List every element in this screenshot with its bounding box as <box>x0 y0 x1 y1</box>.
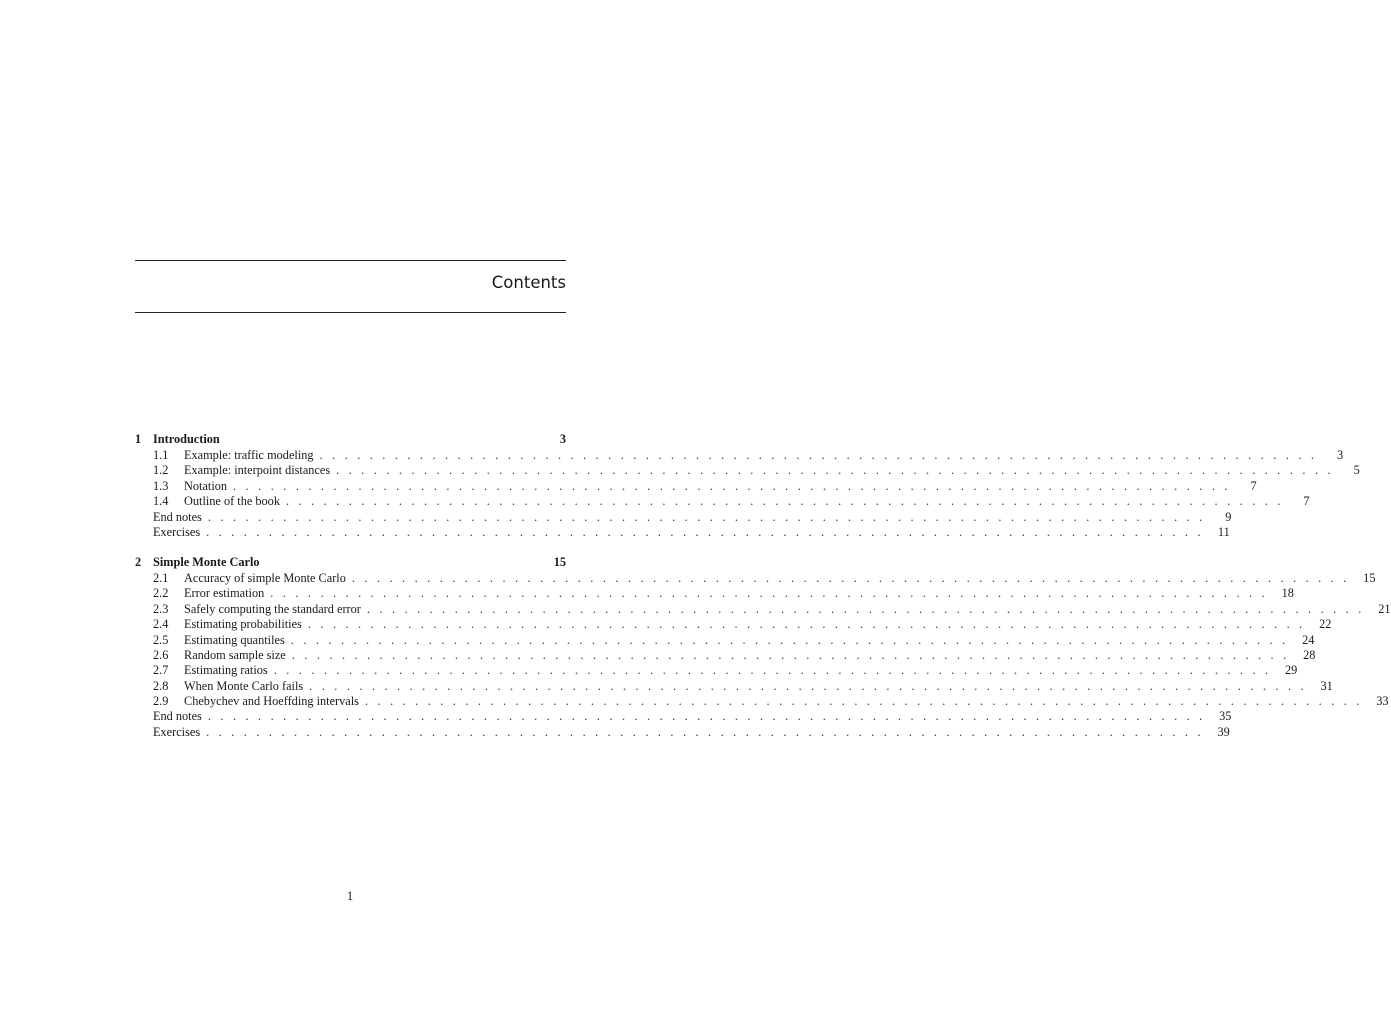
toc-section-entry[interactable] <box>135 647 1316 663</box>
section-number: 1.4 <box>153 494 169 509</box>
toc-chapter <box>135 431 1360 540</box>
section-title: Example: traffic modeling <box>184 448 314 462</box>
dot-leader: . . . . . . . . . . . . . . . . . . . . . . . . . . . . . . . . . . . . . . . . . . . . . . . . . . . . . . . . . . . . . . . . . . . . . . . . . . . . . . . . <box>206 524 1204 539</box>
section-page: 15 <box>1363 570 1376 585</box>
page-number: 1 <box>346 888 354 903</box>
dot-leader: . . . . . . . . . . . . . . . . . . . . . . . . . . . . . . . . . . . . . . . . . . . . . . . . . . . . . . . . . . . . . . . . . . . . . . . . . . . . . . . . <box>351 570 1350 585</box>
toc-section-entry[interactable] <box>135 448 1344 463</box>
section-title: Random sample size <box>184 647 286 662</box>
chapter-title: Introduction <box>153 432 220 446</box>
section-title: Error estimation <box>184 586 265 601</box>
section-title: Exercises <box>153 724 201 739</box>
section-title: Notation <box>184 478 228 493</box>
section-page: 39 <box>1217 724 1230 739</box>
section-page: 18 <box>1281 586 1294 601</box>
dot-leader: . . . . . . . . . . . . . . . . . . . . . . . . . . . . . . . . . . . . . . . . . . . . . . . . . . . . . . . . . . . . . . . . . . . . . . . . . . . . . . . . <box>273 663 1272 678</box>
section-number: 2.1 <box>153 570 169 585</box>
table-of-contents <box>135 431 1391 754</box>
section-number: 2.8 <box>153 678 169 693</box>
section-page: 22 <box>1319 617 1332 632</box>
section-title: Outline of the book <box>184 494 280 509</box>
section-page: 31 <box>1320 678 1333 693</box>
section-page: 7 <box>1303 494 1310 509</box>
section-page: 24 <box>1302 632 1315 647</box>
toc-section-entry[interactable] <box>135 601 1391 617</box>
section-title: Chebychev and Hoeffding intervals <box>184 694 359 709</box>
dot-leader: . . . . . . . . . . . . . . . . . . . . . . . . . . . . . . . . . . . . . . . . . . . . . . . . . . . . . . . . . . . . . . . . . . . . . . . . . . . . . . . . <box>309 678 1307 693</box>
dot-leader: . . . . . . . . . . . . . . . . . . . . . . . . . . . . . . . . . . . . . . . . . . . . . . . . . . . . . . . . . . . . . . . . . . . . . . . . . . . . . . . . <box>207 709 1206 724</box>
chapter-page: 15 <box>553 554 566 569</box>
bottom-rule <box>135 312 566 313</box>
section-page: 35 <box>1219 709 1232 724</box>
toc-chapter <box>135 554 1391 740</box>
section-title: Example: interpoint distances <box>184 463 331 478</box>
dot-leader: . . . . . . . . . . . . . . . . . . . . . . . . . . . . . . . . . . . . . . . . . . . . . . . . . . . . . . . . . . . . . . . . . . . . . . . . . . . . . . . . <box>364 694 1363 709</box>
section-page: 3 <box>1337 448 1344 462</box>
section-title: Accuracy of simple Monte Carlo <box>184 570 346 585</box>
section-number: 2.4 <box>153 617 169 632</box>
toc-section-entry[interactable] <box>135 478 1257 494</box>
section-page: 33 <box>1376 694 1389 709</box>
contents-heading: Contents <box>491 273 566 292</box>
dot-leader: . . . . . . . . . . . . . . . . . . . . . . . . . . . . . . . . . . . . . . . . . . . . . . . . . . . . . . . . . . . . . . . . . . . . . . . . . . . . . . . . <box>285 494 1284 509</box>
section-number: 2.5 <box>153 632 169 647</box>
section-number: 2.6 <box>153 647 169 662</box>
section-number: 1.2 <box>153 463 169 478</box>
section-page: 5 <box>1353 463 1360 478</box>
section-title: End notes <box>153 509 202 524</box>
toc-section-entry[interactable] <box>135 709 1232 724</box>
toc-section-entry[interactable] <box>135 570 1376 586</box>
toc-section-entry[interactable] <box>135 494 1310 509</box>
chapter-title: Simple Monte Carlo <box>153 554 260 569</box>
section-page: 7 <box>1250 478 1257 493</box>
dot-leader: . . . . . . . . . . . . . . . . . . . . . . . . . . . . . . . . . . . . . . . . . . . . . . . . . . . . . . . . . . . . . . . . . . . . . . . . . . . . . . . . <box>290 632 1289 647</box>
dot-leader: . . . . . . . . . . . . . . . . . . . . . . . . . . . . . . . . . . . . . . . . . . . . . . . . . . . . . . . . . . . . . . . . . . . . . . . . . . . . . . . . <box>233 478 1231 493</box>
dot-leader: . . . . . . . . . . . . . . . . . . . . . . . . . . . . . . . . . . . . . . . . . . . . . . . . . . . . . . . . . . . . . . . . . . . . . . . . . . . . . . . . <box>206 724 1204 739</box>
dot-leader: . . . . . . . . . . . . . . . . . . . . . . . . . . . . . . . . . . . . . . . . . . . . . . . . . . . . . . . . . . . . . . . . . . . . . . . . . . . . . . . . <box>366 601 1365 616</box>
section-number: 2.7 <box>153 663 169 678</box>
dot-leader: . . . . . . . . . . . . . . . . . . . . . . . . . . . . . . . . . . . . . . . . . . . . . . . . . . . . . . . . . . . . . . . . . . . . . . . . . . . . . . . . <box>336 463 1334 478</box>
section-page: 29 <box>1285 663 1298 678</box>
section-number: 2.2 <box>153 586 169 601</box>
dot-leader: . . . . . . . . . . . . . . . . . . . . . . . . . . . . . . . . . . . . . . . . . . . . . . . . . . . . . . . . . . . . . . . . . . . . . . . . . . . . . . . . <box>270 586 1268 601</box>
section-title: Estimating probabilities <box>184 617 302 632</box>
dot-leader: . . . . . . . . . . . . . . . . . . . . . . . . . . . . . . . . . . . . . . . . . . . . . . . . . . . . . . . . . . . . . . . . . . . . . . . . . . . . . . . . <box>307 617 1306 632</box>
toc-section-entry[interactable] <box>135 586 1294 601</box>
section-number: 2.3 <box>153 601 169 616</box>
section-title: Exercises <box>153 524 201 539</box>
dot-leader: . . . . . . . . . . . . . . . . . . . . . . . . . . . . . . . . . . . . . . . . . . . . . . . . . . . . . . . . . . . . . . . . . . . . . . . . . . . . . . . . <box>319 448 1318 462</box>
toc-section-entry[interactable] <box>135 678 1333 694</box>
toc-section-entry[interactable] <box>135 724 1230 740</box>
section-title: Safely computing the standard error <box>184 601 361 616</box>
section-title: Estimating ratios <box>184 663 268 678</box>
dot-leader: . . . . . . . . . . . . . . . . . . . . . . . . . . . . . . . . . . . . . . . . . . . . . . . . . . . . . . . . . . . . . . . . . . . . . . . . . . . . . . . . <box>291 647 1290 662</box>
section-page: 28 <box>1303 647 1316 662</box>
toc-chapter-entry[interactable] <box>135 431 566 448</box>
toc-section-entry[interactable] <box>135 524 1230 540</box>
section-number: 1.1 <box>153 448 169 462</box>
top-rule <box>135 260 566 261</box>
toc-section-entry[interactable] <box>135 632 1315 648</box>
section-page: 11 <box>1217 524 1230 539</box>
toc-section-entry[interactable] <box>135 509 1232 525</box>
toc-section-entry[interactable] <box>135 663 1298 678</box>
toc-chapter-entry[interactable] <box>135 554 566 571</box>
section-title: Estimating quantiles <box>184 632 285 647</box>
dot-leader: . . . . . . . . . . . . . . . . . . . . . . . . . . . . . . . . . . . . . . . . . . . . . . . . . . . . . . . . . . . . . . . . . . . . . . . . . . . . . . . . <box>207 509 1206 524</box>
section-page: 21 <box>1378 601 1391 616</box>
toc-section-entry[interactable] <box>135 617 1332 632</box>
chapter-number: 1 <box>135 432 142 446</box>
section-title: End notes <box>153 709 202 724</box>
section-number: 2.9 <box>153 694 169 709</box>
section-page: 9 <box>1225 509 1232 524</box>
toc-section-entry[interactable] <box>135 694 1389 709</box>
toc-section-entry[interactable] <box>135 463 1360 478</box>
chapter-number: 2 <box>135 554 142 569</box>
chapter-page: 3 <box>559 432 566 446</box>
section-title: When Monte Carlo fails <box>184 678 304 693</box>
section-number: 1.3 <box>153 478 169 493</box>
